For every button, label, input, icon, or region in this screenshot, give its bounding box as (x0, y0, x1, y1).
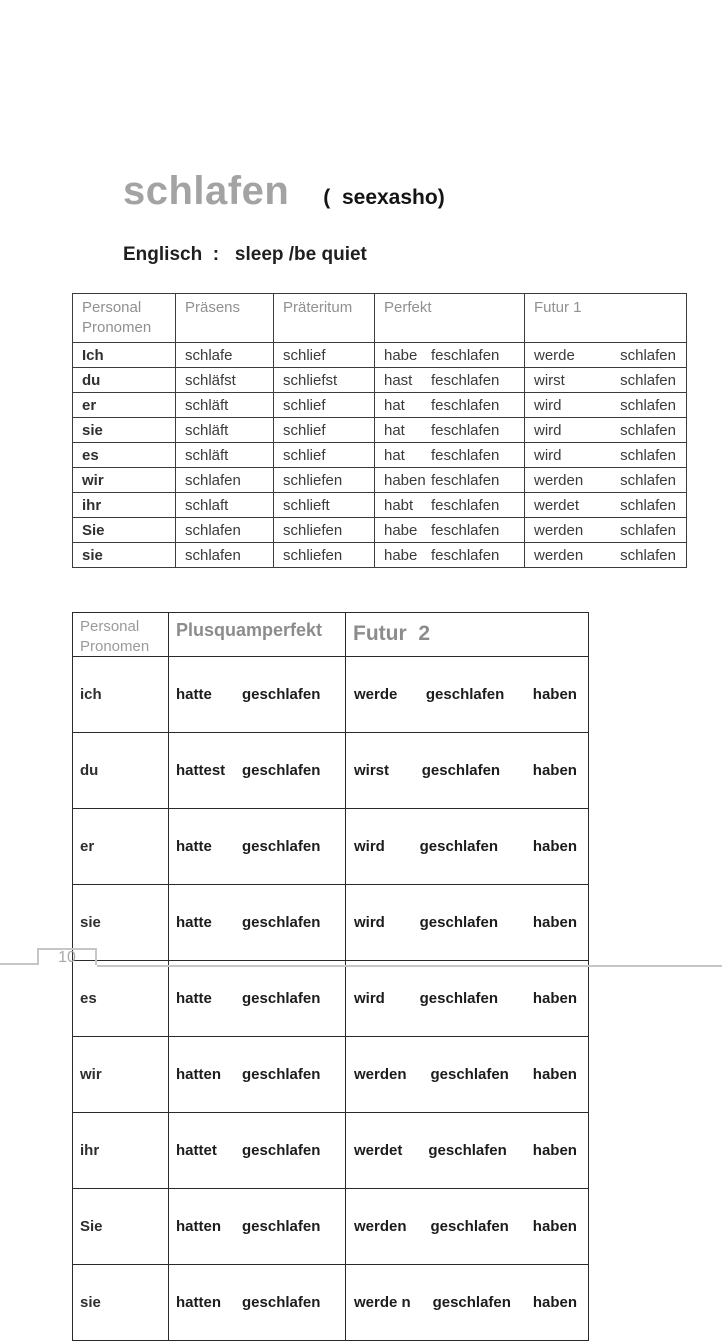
auxiliary-verb: habt (384, 496, 414, 514)
pronoun-cell: es (73, 961, 169, 1037)
plusquamperfekt-cell (169, 961, 346, 1037)
futur1-cell (525, 468, 687, 493)
conjugation-table-present (72, 293, 687, 568)
column-header-praesens: Präsens (176, 294, 274, 343)
praesens-cell: schlaft (176, 493, 274, 518)
futur2-cell (346, 657, 589, 733)
page-number: 10 (58, 949, 76, 966)
pronoun-cell: Ich (73, 343, 176, 368)
haben-infinitive: haben (532, 1142, 577, 1159)
past-participle: geschlafen (432, 1294, 511, 1311)
conjugation-row (73, 1189, 589, 1265)
page-number-tab (37, 948, 97, 965)
past-participle: geschlafen (430, 1218, 509, 1235)
praesens-cell: schlafen (176, 543, 274, 568)
past-participle: geschlafen (242, 1142, 321, 1159)
conjugation-row (73, 1113, 589, 1189)
conjugation-table-past-future (72, 612, 589, 1341)
pronoun-cell: sie (73, 418, 176, 443)
praeteritum-cell: schlief (274, 343, 375, 368)
conjugation-row (73, 733, 589, 809)
past-participle: feschlafen (431, 421, 500, 439)
infinitive: schlafen (620, 396, 676, 414)
page-footer (0, 948, 722, 967)
futur1-cell (525, 543, 687, 568)
futur1-cell (525, 393, 687, 418)
auxiliary-verb: werdet (534, 496, 580, 514)
plusquamperfekt-futur2-table (72, 612, 589, 1341)
conjugation-row (73, 809, 589, 885)
pronoun-cell: ich (73, 657, 169, 733)
auxiliary-verb: werden (534, 546, 584, 564)
pronoun-cell: er (73, 393, 176, 418)
past-participle: feschlafen (431, 346, 500, 364)
perfekt-cell (375, 393, 525, 418)
footer-line-right (97, 965, 722, 967)
auxiliary-verb: hat (384, 446, 405, 464)
title-row (123, 170, 445, 212)
praeteritum-cell: schlief (274, 418, 375, 443)
conjugation-row (73, 393, 687, 418)
past-participle: geschlafen (242, 686, 321, 703)
futur1-cell (525, 418, 687, 443)
column-header-personal-pronomen: Personal Pronomen (73, 294, 176, 343)
pronoun-cell: sie (73, 885, 169, 961)
past-participle: geschlafen (430, 1066, 509, 1083)
header-row (73, 613, 589, 657)
english-translation: Englisch : sleep /be quiet (123, 244, 367, 265)
pronoun-cell: Sie (73, 1189, 169, 1265)
auxiliary-verb: wird (354, 990, 385, 1007)
header-row (73, 294, 687, 343)
auxiliary-verb: wird (534, 396, 562, 414)
infinitive: schlafen (620, 521, 676, 539)
auxiliary-verb: haben (384, 471, 426, 489)
pronoun-cell: Sie (73, 518, 176, 543)
auxiliary-verb: werden (534, 521, 584, 539)
pronunciation: ( seexasho) (323, 186, 445, 209)
conjugation-row (73, 543, 687, 568)
auxiliary-verb: werde n (354, 1294, 411, 1311)
conjugation-row (73, 1265, 589, 1341)
plusquamperfekt-cell (169, 1037, 346, 1113)
column-header-perfekt: Perfekt (375, 294, 525, 343)
pronoun-cell: ihr (73, 1113, 169, 1189)
auxiliary-verb: werde (354, 686, 398, 703)
auxiliary-verb: hatte (176, 914, 212, 931)
futur2-cell (346, 733, 589, 809)
futur2-cell (346, 809, 589, 885)
praeteritum-cell: schliefen (274, 518, 375, 543)
praesens-cell: schlafe (176, 343, 274, 368)
past-participle: feschlafen (431, 371, 500, 389)
pronoun-cell: sie (73, 543, 176, 568)
perfekt-cell (375, 493, 525, 518)
pronoun-cell: ihr (73, 493, 176, 518)
pronoun-cell: du (73, 733, 169, 809)
praesens-cell: schlafen (176, 518, 274, 543)
past-participle: geschlafen (242, 1218, 321, 1235)
perfekt-cell (375, 443, 525, 468)
column-header-plusquamperfekt: Plusquamperfekt (169, 613, 346, 657)
perfekt-cell (375, 368, 525, 393)
auxiliary-verb: hat (384, 421, 405, 439)
auxiliary-verb: wirst (354, 762, 390, 779)
auxiliary-verb: wird (534, 421, 562, 439)
praesens-praeteritum-perfekt-futur1-table (72, 293, 687, 568)
past-participle: feschlafen (431, 521, 500, 539)
auxiliary-verb: werden (354, 1218, 407, 1235)
past-participle: feschlafen (431, 546, 500, 564)
past-participle: feschlafen (431, 396, 500, 414)
futur2-cell (346, 961, 589, 1037)
auxiliary-verb: hattet (176, 1142, 217, 1159)
futur2-cell (346, 1113, 589, 1189)
futur2-cell (346, 1037, 589, 1113)
auxiliary-verb: hatte (176, 838, 212, 855)
plusquamperfekt-cell (169, 809, 346, 885)
past-participle: geschlafen (242, 762, 321, 779)
infinitive: schlafen (620, 371, 676, 389)
futur2-cell (346, 1189, 589, 1265)
haben-infinitive: haben (532, 762, 577, 779)
auxiliary-verb: hatte (176, 990, 212, 1007)
auxiliary-verb: werdet (354, 1142, 403, 1159)
past-participle: feschlafen (431, 496, 500, 514)
conjugation-row (73, 961, 589, 1037)
futur1-cell (525, 518, 687, 543)
infinitive: schlafen (620, 346, 676, 364)
perfekt-cell (375, 543, 525, 568)
perfekt-cell (375, 518, 525, 543)
conjugation-row (73, 493, 687, 518)
praesens-cell: schläfst (176, 368, 274, 393)
perfekt-cell (375, 343, 525, 368)
auxiliary-verb: werden (534, 471, 584, 489)
plusquamperfekt-cell (169, 733, 346, 809)
haben-infinitive: haben (532, 686, 577, 703)
auxiliary-verb: habe (384, 546, 418, 564)
haben-infinitive: haben (532, 838, 577, 855)
infinitive: schlafen (620, 496, 676, 514)
plusquamperfekt-cell (169, 1189, 346, 1265)
column-header-personal-pronomen: Personal Pronomen (73, 613, 169, 657)
plusquamperfekt-cell (169, 1113, 346, 1189)
past-participle: geschlafen (419, 838, 499, 855)
haben-infinitive: haben (532, 1294, 577, 1311)
auxiliary-verb: werden (354, 1066, 407, 1083)
column-header-futur1: Futur 1 (525, 294, 687, 343)
past-participle: geschlafen (242, 1294, 321, 1311)
conjugation-row (73, 343, 687, 368)
infinitive: schlafen (620, 421, 676, 439)
futur1-cell (525, 443, 687, 468)
past-participle: feschlafen (431, 446, 500, 464)
haben-infinitive: haben (532, 914, 577, 931)
auxiliary-verb: hatten (176, 1218, 221, 1235)
footer-line-left (0, 963, 37, 965)
past-participle: geschlafen (242, 990, 321, 1007)
pronoun-cell: er (73, 809, 169, 885)
past-participle: geschlafen (421, 762, 501, 779)
praeteritum-cell: schliefen (274, 543, 375, 568)
futur1-cell (525, 343, 687, 368)
conjugation-row (73, 1037, 589, 1113)
futur1-cell (525, 368, 687, 393)
praeteritum-cell: schliefen (274, 468, 375, 493)
praeteritum-cell: schlief (274, 443, 375, 468)
praesens-cell: schlafen (176, 468, 274, 493)
praesens-cell: schläft (176, 443, 274, 468)
past-participle: geschlafen (419, 990, 499, 1007)
haben-infinitive: haben (532, 990, 577, 1007)
verb-title: schlafen (123, 169, 290, 213)
plusquamperfekt-cell (169, 1265, 346, 1341)
auxiliary-verb: werde (534, 346, 575, 364)
column-header-praeteritum: Präteritum (274, 294, 375, 343)
pronoun-cell: du (73, 368, 176, 393)
haben-infinitive: haben (532, 1066, 577, 1083)
infinitive: schlafen (620, 546, 676, 564)
auxiliary-verb: hat (384, 396, 405, 414)
column-header-futur2: Futur 2 (346, 613, 589, 657)
auxiliary-verb: habe (384, 521, 418, 539)
conjugation-row (73, 468, 687, 493)
auxiliary-verb: hattest (176, 762, 226, 779)
auxiliary-verb: wirst (534, 371, 565, 389)
infinitive: schlafen (620, 446, 676, 464)
past-participle: geschlafen (428, 1142, 507, 1159)
pronoun-cell: wir (73, 1037, 169, 1113)
conjugation-row (73, 418, 687, 443)
praesens-cell: schläft (176, 393, 274, 418)
auxiliary-verb: hatte (176, 686, 212, 703)
perfekt-cell (375, 468, 525, 493)
praeteritum-cell: schlief (274, 393, 375, 418)
pronoun-cell: wir (73, 468, 176, 493)
pronoun-cell: sie (73, 1265, 169, 1341)
auxiliary-verb: hatten (176, 1294, 221, 1311)
past-participle: geschlafen (419, 914, 499, 931)
auxiliary-verb: habe (384, 346, 418, 364)
past-participle: geschlafen (242, 838, 321, 855)
haben-infinitive: haben (532, 1218, 577, 1235)
past-participle: feschlafen (431, 471, 500, 489)
conjugation-row (73, 518, 687, 543)
pronoun-cell: es (73, 443, 176, 468)
praeteritum-cell: schlieft (274, 493, 375, 518)
auxiliary-verb: wird (354, 914, 385, 931)
praeteritum-cell: schliefst (274, 368, 375, 393)
past-participle: geschlafen (242, 1066, 321, 1083)
auxiliary-verb: wird (354, 838, 385, 855)
futur1-cell (525, 493, 687, 518)
past-participle: geschlafen (425, 686, 505, 703)
conjugation-row (73, 657, 589, 733)
plusquamperfekt-cell (169, 657, 346, 733)
auxiliary-verb: wird (534, 446, 562, 464)
auxiliary-verb: hast (384, 371, 413, 389)
futur2-cell (346, 1265, 589, 1341)
conjugation-row (73, 368, 687, 393)
perfekt-cell (375, 418, 525, 443)
past-participle: geschlafen (242, 914, 321, 931)
conjugation-row (73, 443, 687, 468)
praesens-cell: schläft (176, 418, 274, 443)
auxiliary-verb: hatten (176, 1066, 221, 1083)
infinitive: schlafen (620, 471, 676, 489)
